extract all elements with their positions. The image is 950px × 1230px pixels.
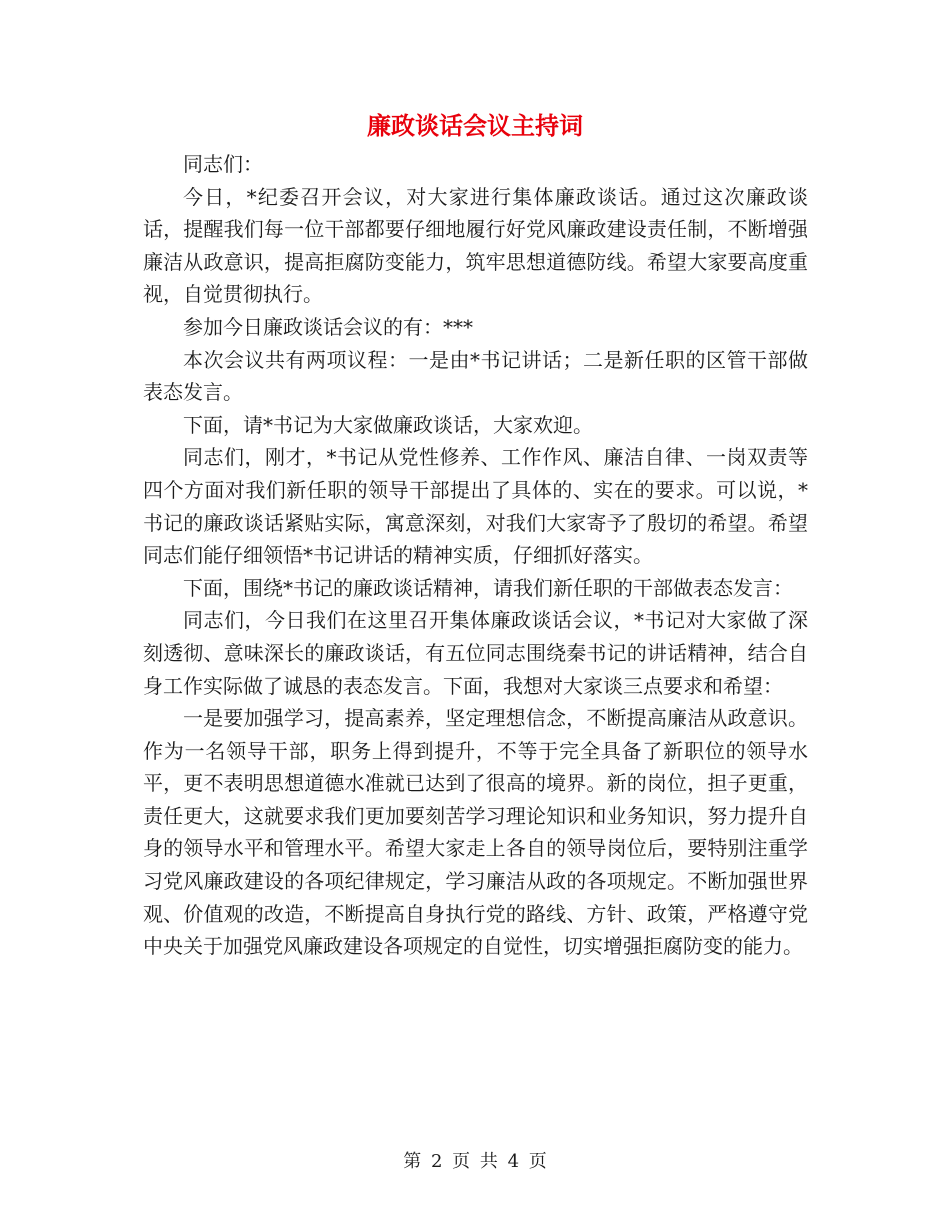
paragraph: 同志们，刚才，*书记从党性修养、工作作风、廉洁自律、一岗双责等四个方面对我们新任职的领导干部提出了具体的、实在的要求。可以说，*书记的廉政谈话紧贴实际，寓意深刻，对我们大家寄予了殷切的希望。希望同志们能仔细领悟*书记讲话的精神实质，仔细抓好落实。 bbox=[143, 445, 808, 568]
paragraph: 下面，请*书记为大家做廉政谈话，大家欢迎。 bbox=[183, 412, 593, 437]
paragraph: 同志们，今日我们在这里召开集体廉政谈话会议，*书记对大家做了深刻透彻、意味深长的廉政谈话，有五位同志围绕秦书记的讲话精神，结合自身工作实际做了诚恳的表态发言。下面，我想对大家谈三点要求和希望： bbox=[143, 608, 808, 698]
page-title: 廉政谈话会议主持词 bbox=[367, 111, 583, 140]
paragraph: 同志们： bbox=[183, 152, 263, 176]
paragraph: 参加今日廉政谈话会议的有：*** bbox=[183, 314, 473, 339]
paragraph: 一是要加强学习，提高素养，坚定理想信念，不断提高廉洁从政意识。作为一名领导干部，职务上得到提升，不等于完全具备了新职位的领导水平，更不表明思想道德水准就已达到了很高的境界。新的岗位，担子更重，责任更大，这就要求我们更加要刻苦学习理论知识和业务知识，努力提升自身的领导水平和管理水平。希望大家走上各自的领导岗位后，要特别注重学习党风廉政建设的各项纪律规定，学习廉洁从政的各项规定。不断加强世界观、价值观的改造，不断提高自身执行党的路线、方针、政策，严格遵守党中央关于加强党风廉政建设各项规定的自觉性，切实增强拒腐防变的能力。 bbox=[143, 706, 808, 959]
paragraph: 下面，围绕*书记的廉政谈话精神，请我们新任职的干部做表态发言： bbox=[183, 575, 793, 600]
paragraph: 本次会议共有两项议程：一是由*书记讲话；二是新任职的区管干部做表态发言。 bbox=[143, 347, 808, 405]
document-body bbox=[143, 148, 808, 963]
page-number-footer: 第 2 页 共 4 页 bbox=[403, 1151, 547, 1172]
paragraph: 今日，*纪委召开会议，对大家进行集体廉政谈话。通过这次廉政谈话，提醒我们每一位干部都要仔细地履行好党风廉政建设责任制，不断增强廉洁从政意识，提高拒腐防变能力，筑牢思想道德防线。希望大家要高度重视，自觉贯彻执行。 bbox=[143, 184, 808, 307]
